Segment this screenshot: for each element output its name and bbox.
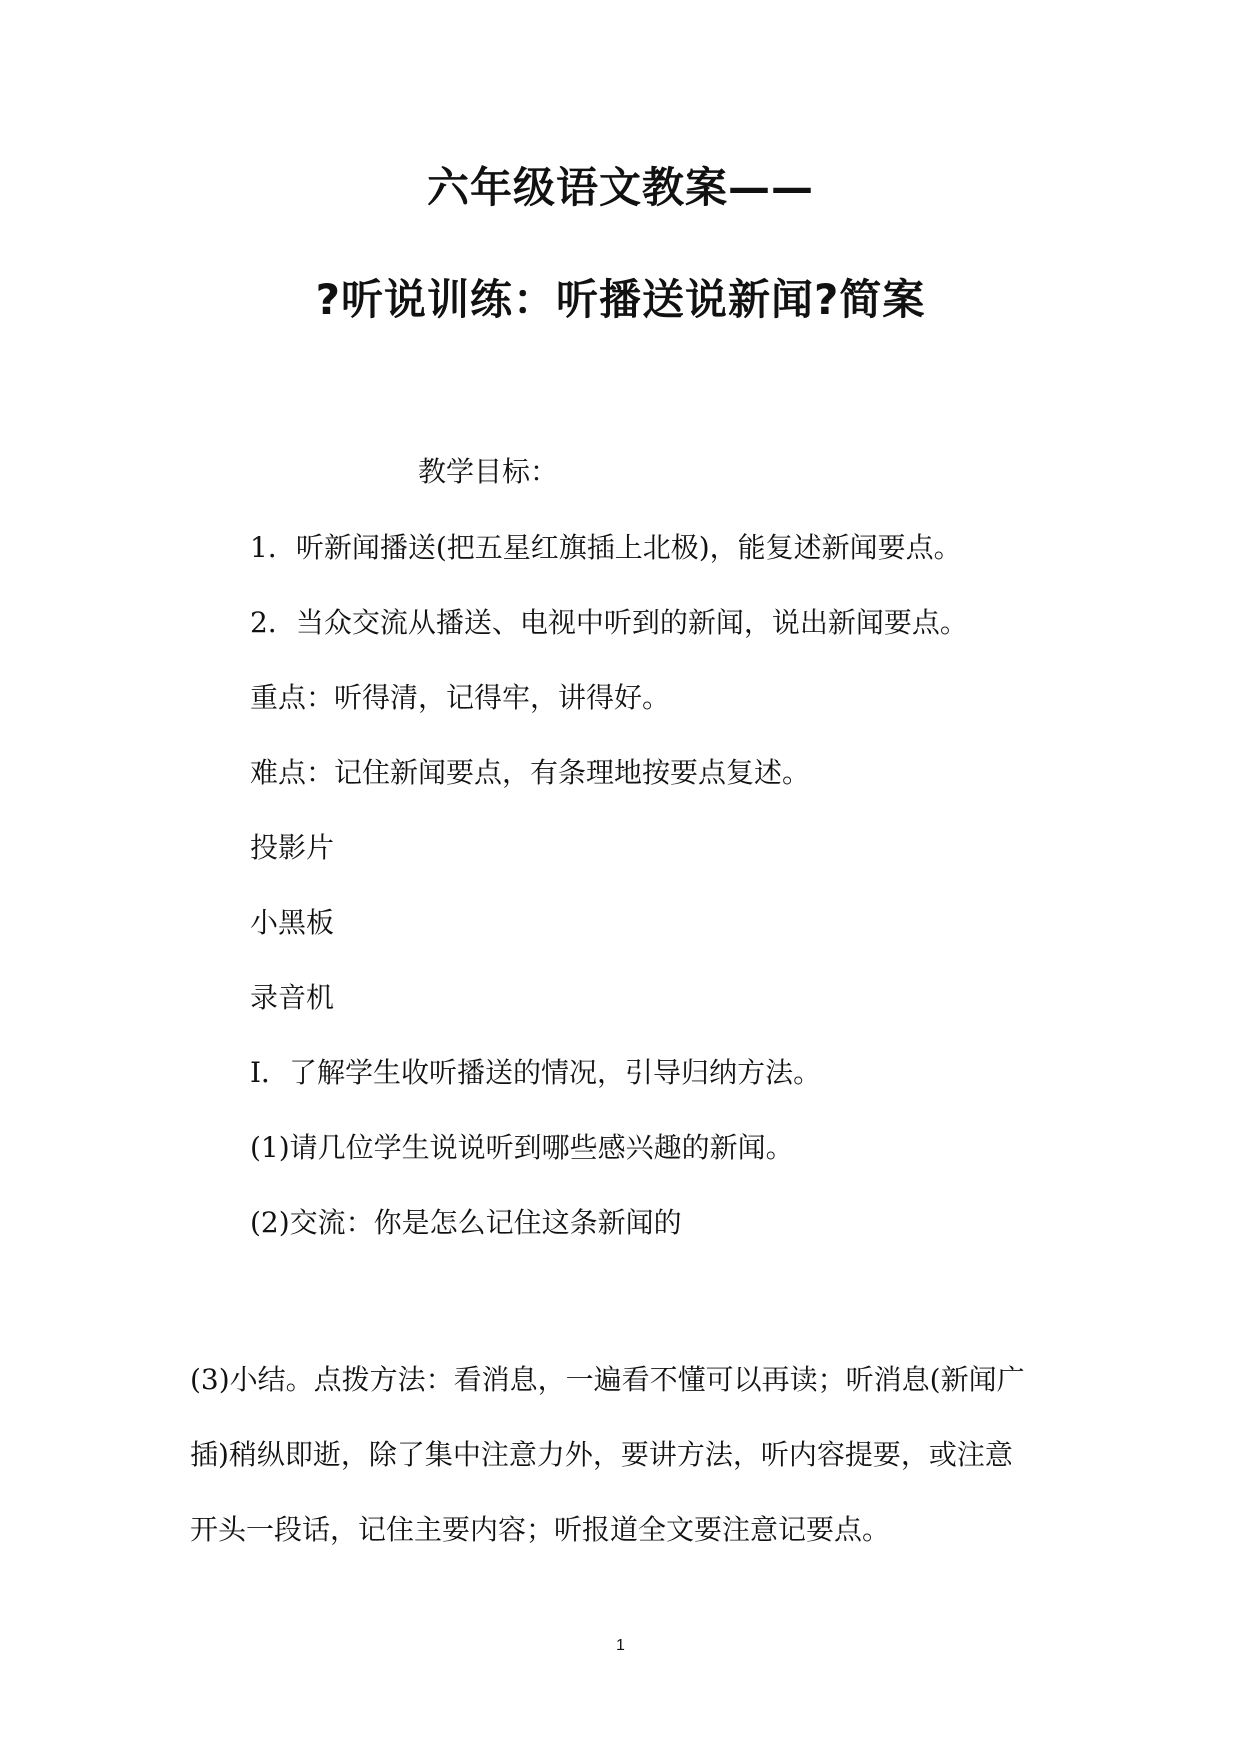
step-heading: I．了解学生收听播送的情况，引导归纳方法。 — [250, 1056, 822, 1089]
title-line-1: 六年级语文教案—— — [426, 163, 814, 212]
page-number: 1 — [616, 1637, 625, 1654]
section-heading: 教学目标： — [418, 455, 559, 488]
summary-line: 插)稍纵即逝，除了集中注意力外，要讲方法，听内容提要，或注意 — [190, 1438, 1013, 1471]
summary-line: 开头一段话，记住主要内容；听报道全文要注意记要点。 — [190, 1513, 891, 1546]
step-item: (1)请几位学生说说听到哪些感兴趣的新闻。 — [250, 1131, 794, 1164]
goal-item: 2．当众交流从播送、电视中听到的新闻，说出新闻要点。 — [250, 606, 968, 639]
key-point: 重点：听得清，记得牢，讲得好。 — [250, 681, 671, 714]
goal-item: 1．听新闻播送(把五星红旗插上北极)，能复述新闻要点。 — [250, 531, 962, 564]
title-line-2: ?听说训练：听播送说新闻?简案 — [315, 275, 926, 324]
material-item: 小黑板 — [250, 906, 335, 939]
step-item: (2)交流：你是怎么记住这条新闻的 — [250, 1206, 682, 1239]
material-item: 投影片 — [250, 831, 335, 864]
difficulty: 难点：记住新闻要点，有条理地按要点复述。 — [250, 756, 811, 789]
summary-line: (3)小结。点拨方法：看消息，一遍看不懂可以再读；听消息(新闻广 — [190, 1363, 1025, 1396]
material-item: 录音机 — [250, 981, 335, 1014]
